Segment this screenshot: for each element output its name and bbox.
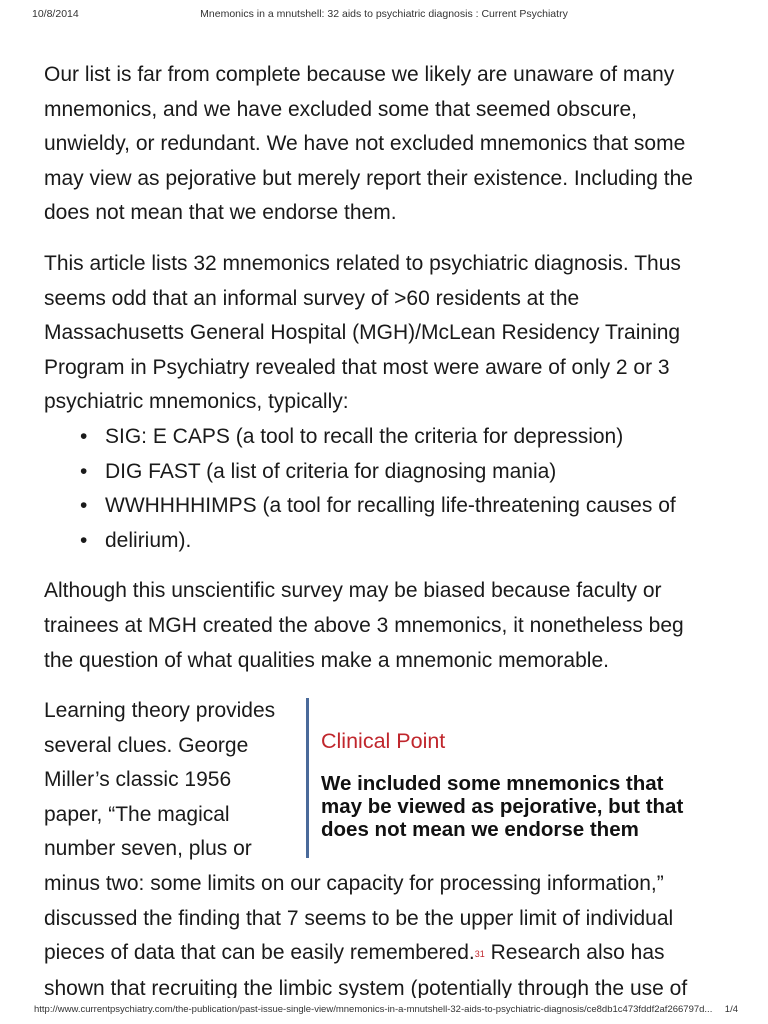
paragraph-4 bbox=[44, 694, 768, 998]
text-line: unwieldy, or redundant. We have not excluded mnemonics that some bbox=[44, 132, 686, 156]
text-line: psychiatric mnemonics, typically: bbox=[44, 390, 349, 414]
text-line: may view as pejorative but merely report their existence. Including the bbox=[44, 166, 693, 190]
print-date: 10/8/2014 bbox=[32, 8, 79, 20]
text-line: several clues. George bbox=[44, 733, 249, 757]
list-item: • DIG FAST (a list of criteria for diagnosing mania) bbox=[44, 455, 768, 490]
list-item: • SIG: E CAPS (a tool to recall the criteria for depression) bbox=[44, 420, 768, 455]
text-line: may be viewed as pejorative, but that bbox=[321, 795, 684, 819]
text-line: shown that recruiting the limbic system (potentially through the use of bbox=[44, 976, 688, 998]
mnemonic-list bbox=[44, 420, 768, 558]
text-line: paper, “The magical bbox=[44, 802, 230, 826]
article-body bbox=[44, 58, 768, 998]
page-title: Mnemonics in a mnutshell: 32 aids to psychiatric diagnosis : Current Psychiatry bbox=[200, 8, 568, 20]
text-line: discussed the finding that 7 seems to be the upper limit of individual bbox=[44, 906, 674, 930]
text-line: seems odd that an informal survey of >60 residents at the bbox=[44, 286, 580, 310]
text-line: minus two: some limits on our capacity for processing information,” bbox=[44, 872, 664, 896]
text-line: does not mean we endorse them bbox=[321, 818, 639, 842]
reference-link[interactable]: 31 bbox=[474, 949, 485, 960]
page-number: 1/4 bbox=[724, 1004, 738, 1015]
text-line: This article lists 32 mnemonics related to psychiatric diagnosis. Thus bbox=[44, 251, 681, 275]
text-line: Miller’s classic 1956 bbox=[44, 768, 232, 792]
text-line: We included some mnemonics that bbox=[321, 772, 664, 796]
text-line: does not mean that we endorse them. bbox=[44, 201, 397, 225]
clinical-point-box bbox=[306, 698, 746, 858]
text-line: the question of what qualities make a mnemonic memorable. bbox=[44, 648, 609, 672]
text-line: mnemonics, and we have excluded some that seemed obscure, bbox=[44, 97, 637, 121]
paragraph-3 bbox=[44, 574, 768, 678]
page-url[interactable]: http://www.currentpsychiatry.com/the-publication/past-issue-single-view/mnemonics-in-a-mnutshell-32-aids-to-psychiatric-diagnosis/ce8db1c473fddf2af266797d... bbox=[34, 1004, 713, 1015]
print-footer bbox=[0, 1000, 768, 1024]
text-line: number seven, plus or bbox=[44, 837, 252, 861]
text-line: Learning theory provides bbox=[44, 699, 276, 723]
text-line: pieces of data that can be easily remembered. bbox=[44, 941, 475, 965]
clinical-point-text bbox=[321, 772, 746, 841]
text-line: Program in Psychiatry revealed that most were aware of only 2 or 3 bbox=[44, 355, 670, 379]
text-line: trainees at MGH created the above 3 mnemonics, it nonetheless beg bbox=[44, 613, 684, 637]
print-header bbox=[0, 0, 768, 30]
text-line: Massachusetts General Hospital (MGH)/McLean Residency Training bbox=[44, 321, 681, 345]
paragraph-2 bbox=[44, 247, 768, 420]
list-item-continuation: • delirium). bbox=[44, 524, 768, 559]
text-line: Our list is far from complete because we likely are unaware of many bbox=[44, 63, 675, 86]
clinical-point-title: Clinical Point bbox=[321, 729, 446, 754]
list-item: • WWHHHHIMPS (a tool for recalling life-threatening causes of bbox=[44, 489, 768, 524]
text-line: Research also has bbox=[484, 941, 665, 965]
text-line: Although this unscientific survey may be biased because faculty or bbox=[44, 579, 662, 603]
paragraph-1 bbox=[44, 58, 768, 231]
